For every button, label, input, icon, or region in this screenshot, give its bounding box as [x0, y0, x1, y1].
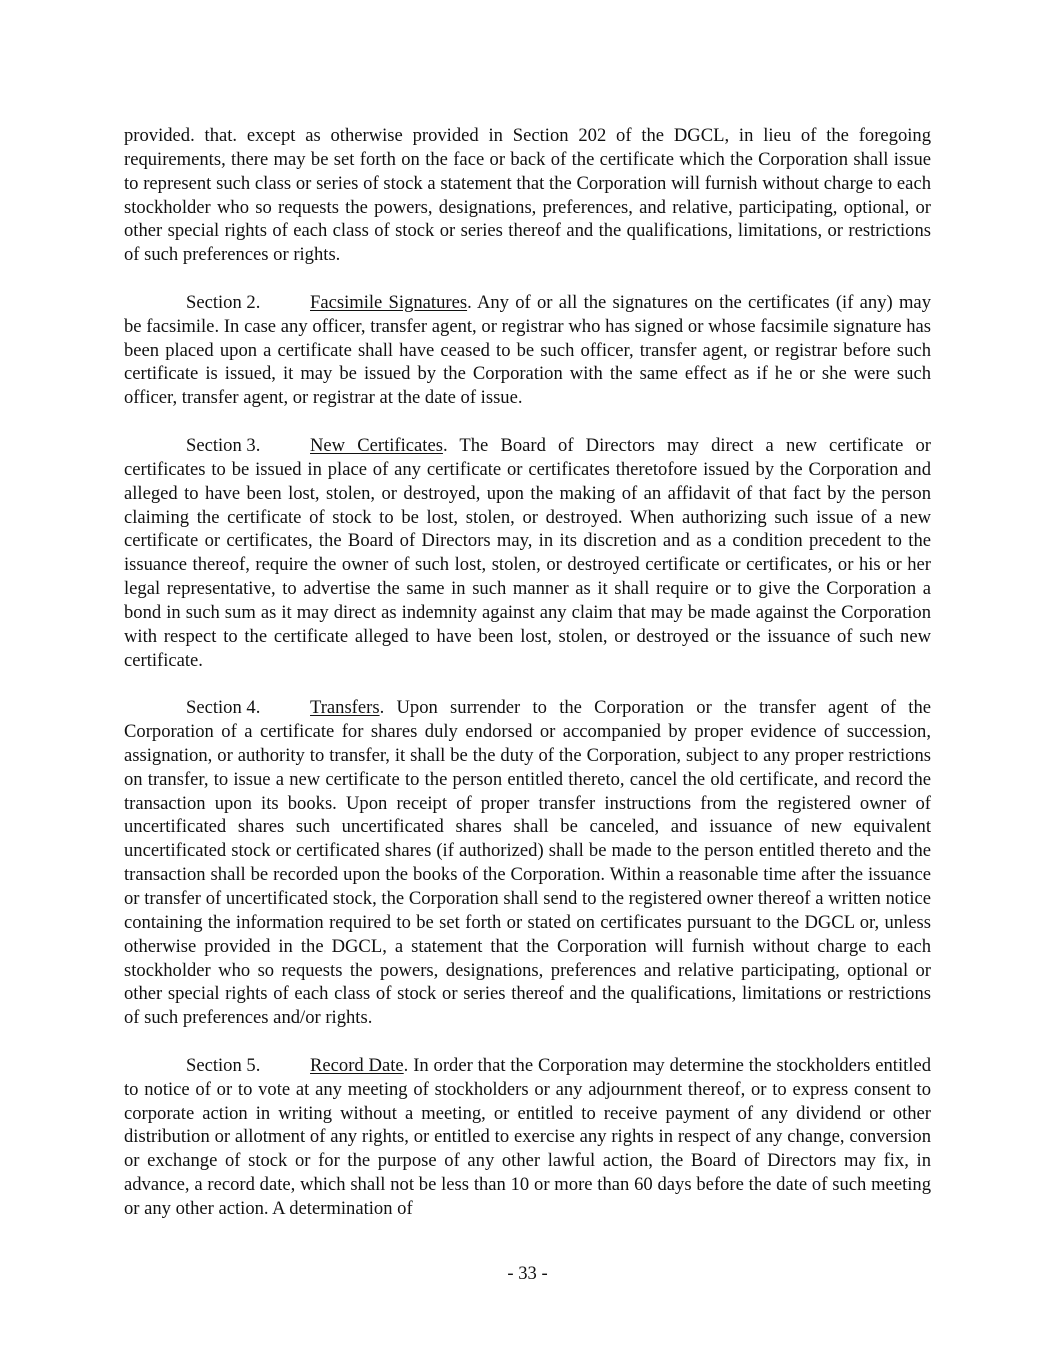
section-title: Record Date [310, 1054, 404, 1076]
document-page [124, 124, 931, 1245]
section-2-paragraph [124, 291, 931, 410]
paragraph-continuation [124, 124, 931, 267]
paragraph-text: . In order that the Corporation may determine the stockholders entitled to notice of or to vote at any meeting of stockholders or any adjournment thereof, or to express consent to corporate action in writing without a meeting, or entitled to receive payment of any dividend or other distribution or allotment of any rights, or entitled to exercise any rights in respect of any change, conversion or exchange of stock or for the purpose of any other lawful action, the Board of Directors may fix, in advance, a record date, which shall not be less than 10 or more than 60 days before the date of such meeting or any other action. A determination of [124, 1054, 931, 1219]
section-number: Section 3. [186, 434, 261, 456]
paragraph-text: . Upon surrender to the Corporation or the transfer agent of the Corporation of a certificate for shares duly endorsed or accompanied by proper evidence of succession, assignation, or authority to transfer, it shall be the duty of the Corporation, subject to any proper restrictions on transfer, to issue a new certificate to the person entitled thereto, cancel the old certificate, and record the transaction upon its books. Upon receipt of proper transfer instructions from the registered owner of uncertificated shares such uncertificated shares shall be canceled, and issuance of new equivalent uncertificated stock or certificated shares (if authorized) shall be made to the person entitled thereto and the transaction shall be recorded upon the books of the Corporation. Within a reasonable time after the issuance or transfer of uncertificated stock, the Corporation shall send to the registered owner thereof a written notice containing the information required to be set forth or stated on certificates pursuant to the DGCL or, unless otherwise provided in the DGCL, a statement that the Corporation will furnish without charge to each stockholder who so requests the powers, designations, preferences and relative participating, optional or other special rights of each class of stock or series thereof and the qualifications, limitations or restrictions of such preferences and/or rights. [124, 697, 931, 1029]
section-4-paragraph [124, 696, 931, 1030]
section-number: Section 5. [186, 1054, 261, 1076]
page-number: - 33 - [507, 1263, 548, 1284]
paragraph-text: provided. that. except as otherwise provided in Section 202 of the DGCL, in lieu of the foregoing requirements, there may be set forth on the face or back of the certificate which the Corporation shall issue to represent such class or series of stock a statement that the Corporation will furnish without charge to each stockholder who so requests the powers, designations, preferences, and relative, participating, optional, or other special rights of each class of stock or series thereof and the qualifications, limitations, or restrictions of such preferences or rights. [124, 125, 931, 266]
section-number: Section 4. [186, 697, 261, 719]
section-3-paragraph [124, 434, 931, 672]
section-5-paragraph [124, 1054, 931, 1221]
paragraph-text: . Any of or all the signatures on the certificates (if any) may be facsimile. In case any officer, transfer agent, or registrar who has signed or whose facsimile signature has been placed upon a certificate shall have ceased to be such officer, transfer agent, or registrar before such certificate is issued, it may be issued by the Corporation with the same effect as if he or she were such officer, transfer agent, or registrar at the date of issue. [124, 291, 931, 409]
section-number: Section 2. [186, 291, 261, 313]
section-title: Transfers [310, 697, 380, 719]
section-title: New Certificates [310, 434, 443, 456]
paragraph-text: . The Board of Directors may direct a new certificate or certificates to be issued in place of any certificate or certificates theretofore issued by the Corporation and alleged to have been lost, stolen, or destroyed, upon the making of an affidavit of that fact by the person claiming the certificate of stock to be lost, stolen, or destroyed. When authorizing such issue of a new certificate or certificates, the Board of Directors may, in its discretion and as a condition precedent to the issuance thereof, require the owner of such lost, stolen, or destroyed certificate or certificates, or his or her legal representative, to advertise the same in such manner as it shall require or to give the Corporation a bond in such sum as it may direct as indemnity against any claim that may be made against the Corporation with respect to the certificate alleged to have been lost, stolen, or destroyed or the issuance of such new certificate. [124, 434, 931, 671]
section-title: Facsimile Signatures [310, 291, 468, 313]
